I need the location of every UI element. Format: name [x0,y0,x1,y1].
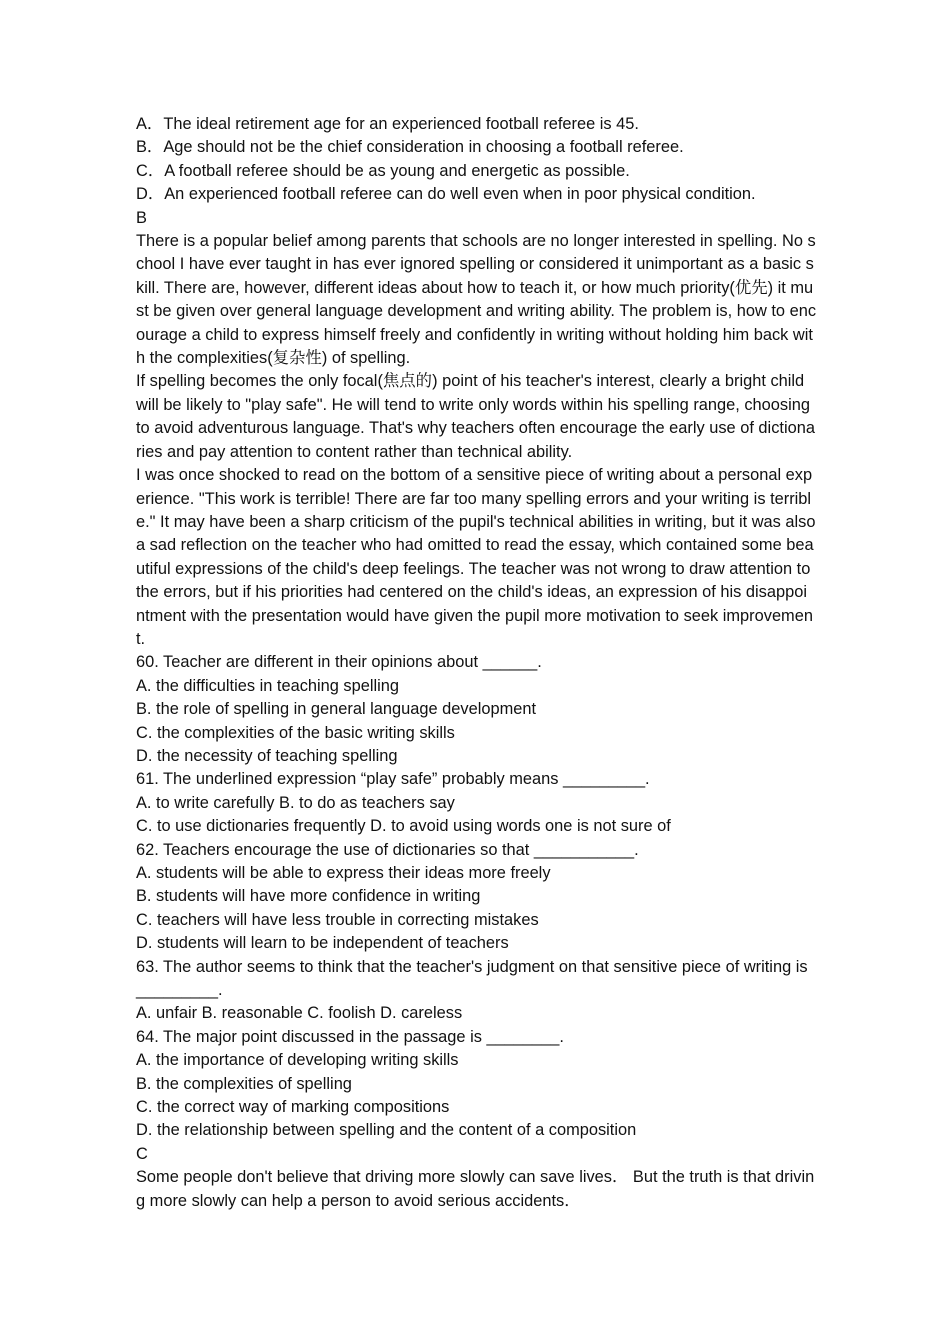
option-c: C．A football referee should be as young and energetic as possible. [136,161,630,180]
question-61-options-cd: C. to use dictionaries frequently D. to avoid using words one is not sure of [136,817,671,836]
passage-b-paragraph-2: If spelling becomes the only focal(焦点的) point of his teacher's interest, clearly a bright child will be likely to "play safe". He will tend to write only words within his spelling range, choosing to avoid adventurous language. That's why teachers often encourage the early use of dictionaries and pay attention to content rather than technical ability. [136,372,815,461]
question-64: 64. The major point discussed in the passage is ________. [136,1027,564,1046]
question-60-option-d: D. the necessity of teaching spelling [136,746,398,765]
question-63: 63. The author seems to think that the teacher's judgment on that sensitive piece of writing is _________. [136,957,808,1000]
passage-b [136,230,816,651]
passage-c-paragraph-1: Some people don't believe that driving more slowly can save lives． But the truth is that driving more slowly can help a person to avoid serious accidents． [136,1168,815,1210]
question-62-option-c: C. teachers will have less trouble in correcting mistakes [136,910,539,929]
document-page [136,113,816,1213]
questions-b [136,651,816,1143]
question-61-options-ab: A. to write carefully B. to do as teachers say [136,793,455,812]
question-60: 60. Teacher are different in their opinions about ______. [136,653,542,672]
question-64-option-d: D. the relationship between spelling and the content of a composition [136,1121,637,1140]
question-60-option-c: C. the complexities of the basic writing skills [136,723,455,742]
section-b-label: B [136,208,147,227]
section-c-label: C [136,1144,148,1163]
passage-b-paragraph-1: There is a popular belief among parents that schools are no longer interested in spelling. No school I have ever taught in has ever ignored spelling or considered it unimportant as a basic skill. There are, however, different ideas about how to teach it, or how much priority(优先) it must be given over general language development and writing ability. The problem is, how to encourage a child to express himself freely and confidently in writing without holding him back with the complexities(复杂性) of spelling. [136,232,817,368]
question-64-option-a: A. the importance of developing writing skills [136,1051,459,1070]
question-60-option-a: A. the difficulties in teaching spelling [136,676,400,695]
question-64-option-c: C. the correct way of marking compositions [136,1098,450,1117]
option-d: D．An experienced football referee can do well even when in poor physical condition. [136,185,756,204]
question-62: 62. Teachers encourage the use of dictionaries so that ___________. [136,840,639,859]
option-a: A．The ideal retirement age for an experienced football referee is 45. [136,115,639,133]
question-62-option-a: A. students will be able to express their ideas more freely [136,864,551,882]
question-60-option-b: B. the role of spelling in general language development [136,700,537,719]
question-61: 61. The underlined expression “play safe” probably means _________. [136,770,650,789]
passage-c [136,1166,816,1213]
question-63-options: A. unfair B. reasonable C. foolish D. careless [136,1004,463,1023]
question-62-option-b: B. students will have more confidence in writing [136,887,481,906]
option-b: B．Age should not be the chief consideration in choosing a football referee. [136,138,684,157]
question-64-option-b: B. the complexities of spelling [136,1074,352,1093]
question-62-option-d: D. students will learn to be independent of teachers [136,934,509,953]
previous-question-options [136,113,816,207]
passage-b-paragraph-3: I was once shocked to read on the bottom of a sensitive piece of writing about a personal experience. "This work is terrible! There are far too many spelling errors and your writing is terrible." It may have been a sharp criticism of the pupil's technical abilities in writing, but it was also a sad reflection on the teacher who had omitted to read the essay, which contained some beautiful expressions of the child's deep feelings. The teacher was not wrong to draw attention to the errors, but if his priorities had centered on the child's ideas, an expression of his disappointment with the presentation would have given the pupil more motivation to seek improvement. [136,466,816,648]
